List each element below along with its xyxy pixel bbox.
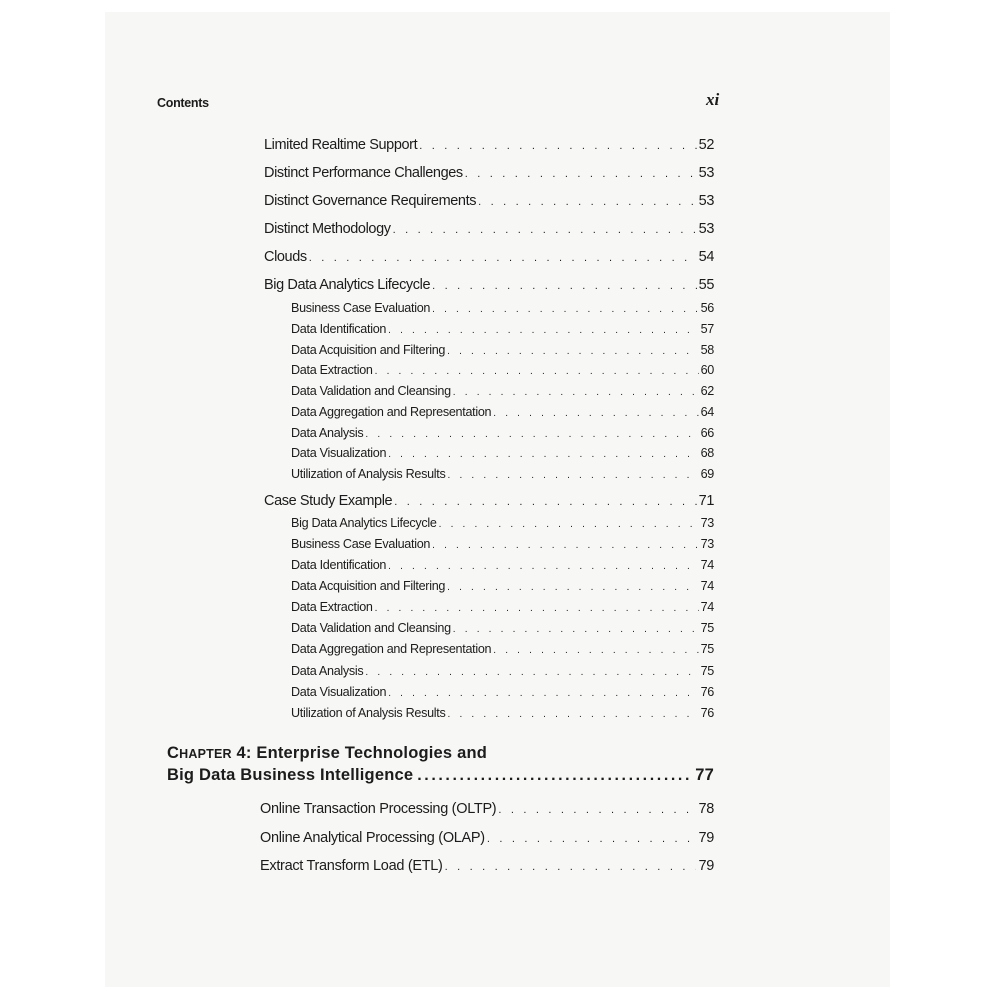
entry-page: 79 — [698, 858, 714, 874]
toc-subentry — [291, 426, 714, 440]
entry-title: Data Identification — [291, 322, 387, 336]
entry-page: 73 — [700, 537, 714, 551]
toc-subentry — [291, 322, 714, 336]
dot-leader — [447, 346, 698, 357]
entry-page: 55 — [698, 277, 714, 293]
dot-leader — [453, 624, 699, 635]
dot-leader — [498, 804, 696, 816]
toc-entry — [264, 493, 714, 509]
toc-subentry — [291, 363, 714, 377]
entry-title: Data Validation and Cleansing — [291, 384, 451, 398]
entry-title: Data Acquisition and Filtering — [291, 343, 446, 357]
entry-page: 52 — [698, 137, 714, 153]
entry-title: Utilization of Analysis Results — [291, 467, 446, 481]
entry-title: Business Case Evaluation — [291, 301, 431, 315]
entry-title: Case Study Example — [264, 493, 393, 509]
entry-title: Big Data Analytics Lifecycle — [291, 516, 437, 530]
chapter-heading — [167, 744, 487, 763]
entry-title: Online Transaction Processing (OLTP) — [260, 801, 497, 817]
entry-page: 74 — [700, 558, 714, 572]
dot-leader — [375, 603, 699, 614]
entry-page: 75 — [700, 621, 714, 635]
entry-title: Data Aggregation and Representation — [291, 642, 492, 656]
toc-subentry — [291, 685, 714, 699]
toc-subentry — [291, 516, 714, 530]
entry-page: 53 — [698, 193, 714, 209]
toc-subentry — [291, 384, 714, 398]
page-number: xi — [706, 90, 720, 109]
entry-page: 78 — [698, 801, 714, 817]
toc-subentry — [291, 301, 714, 315]
dot-leader — [493, 645, 698, 656]
toc-subentry — [291, 343, 714, 357]
entry-page: 79 — [698, 830, 714, 846]
entry-page: 71 — [698, 493, 714, 509]
toc-subentry — [291, 621, 714, 635]
dot-leader — [453, 387, 699, 398]
entry-page: 74 — [700, 579, 714, 593]
entry-title: Extract Transform Load (ETL) — [260, 858, 443, 874]
entry-title: Data Identification — [291, 558, 387, 572]
toc-entry — [264, 221, 714, 237]
entry-page: 56 — [700, 301, 714, 315]
toc-subentry — [291, 706, 714, 720]
entry-page: 53 — [698, 165, 714, 181]
entry-title: Data Validation and Cleansing — [291, 621, 451, 635]
toc-entry — [264, 249, 714, 265]
entry-title: Distinct Performance Challenges — [264, 165, 463, 181]
dot-leader — [447, 582, 698, 593]
chapter-label-rest: HAPTER — [179, 747, 232, 761]
dot-leader — [388, 561, 698, 572]
chapter-label-initial: C — [167, 744, 180, 762]
toc-subentry — [291, 579, 714, 593]
toc-subentry — [291, 600, 714, 614]
dot-leader — [478, 196, 697, 208]
dot-leader — [445, 861, 697, 873]
dot-leader — [394, 496, 696, 508]
entry-title: Data Visualization — [291, 685, 387, 699]
entry-title: Data Extraction — [291, 600, 373, 614]
toc-subentry — [291, 642, 714, 656]
entry-page: 57 — [700, 322, 714, 336]
dot-leader — [388, 449, 698, 460]
entry-page: 62 — [700, 384, 714, 398]
entry-title: Distinct Methodology — [264, 221, 391, 237]
toc-subentry — [291, 558, 714, 572]
entry-title: Limited Realtime Support — [264, 137, 418, 153]
entry-page: 54 — [698, 249, 714, 265]
chapter-title-line1: 4: Enterprise Technologies and — [236, 744, 488, 762]
toc-subentry — [291, 405, 714, 419]
toc-entry — [260, 801, 714, 817]
dot-leader — [439, 519, 699, 530]
toc-entry — [264, 165, 714, 181]
entry-title: Online Analytical Processing (OLAP) — [260, 830, 485, 846]
entry-page: 68 — [700, 446, 714, 460]
entry-page: 73 — [700, 516, 714, 530]
entry-title: Data Visualization — [291, 446, 387, 460]
toc-entry — [260, 858, 714, 874]
dot-leader — [309, 252, 697, 264]
dot-leader — [487, 833, 697, 845]
entry-page: 53 — [698, 221, 714, 237]
entry-title: Utilization of Analysis Results — [291, 706, 446, 720]
entry-title: Data Aggregation and Representation — [291, 405, 492, 419]
entry-title: Big Data Analytics Lifecycle — [264, 277, 431, 293]
toc-entry — [260, 830, 714, 846]
dot-leader — [365, 429, 698, 440]
chapter-title-line2: Big Data Business Intelligence — [167, 766, 414, 784]
entry-title: Clouds — [264, 249, 307, 265]
entry-page: 58 — [700, 343, 714, 357]
toc-subentry — [291, 664, 714, 678]
entry-title: Business Case Evaluation — [291, 537, 431, 551]
dot-leader — [375, 366, 699, 377]
entry-title: Data Analysis — [291, 426, 364, 440]
entry-page: 75 — [700, 664, 714, 678]
toc-subentry — [291, 446, 714, 460]
chapter-page: 77 — [695, 766, 714, 784]
entry-page: 64 — [700, 405, 714, 419]
toc-entry — [264, 137, 714, 153]
entry-page: 69 — [700, 467, 714, 481]
entry-page: 75 — [700, 642, 714, 656]
dot-leader — [448, 470, 699, 481]
entry-page: 66 — [700, 426, 714, 440]
dot-leader — [417, 767, 691, 785]
dot-leader — [432, 280, 697, 292]
dot-leader — [432, 540, 698, 551]
running-head: Contents — [157, 96, 209, 110]
dot-leader — [419, 140, 696, 152]
dot-leader — [388, 325, 698, 336]
entry-title: Data Acquisition and Filtering — [291, 579, 446, 593]
entry-title: Data Analysis — [291, 664, 364, 678]
chapter-heading-line2 — [167, 766, 714, 785]
dot-leader — [448, 709, 699, 720]
entry-page: 76 — [700, 685, 714, 699]
entry-page: 60 — [700, 363, 714, 377]
dot-leader — [432, 304, 698, 315]
dot-leader — [465, 168, 697, 180]
dot-leader — [393, 224, 697, 236]
entry-title: Distinct Governance Requirements — [264, 193, 477, 209]
entry-page: 74 — [700, 600, 714, 614]
entry-title: Data Extraction — [291, 363, 373, 377]
toc-entry — [264, 277, 714, 293]
dot-leader — [365, 667, 698, 678]
toc-subentry — [291, 537, 714, 551]
toc-entry — [264, 193, 714, 209]
entry-page: 76 — [700, 706, 714, 720]
dot-leader — [493, 408, 698, 419]
dot-leader — [388, 688, 698, 699]
toc-subentry — [291, 467, 714, 481]
